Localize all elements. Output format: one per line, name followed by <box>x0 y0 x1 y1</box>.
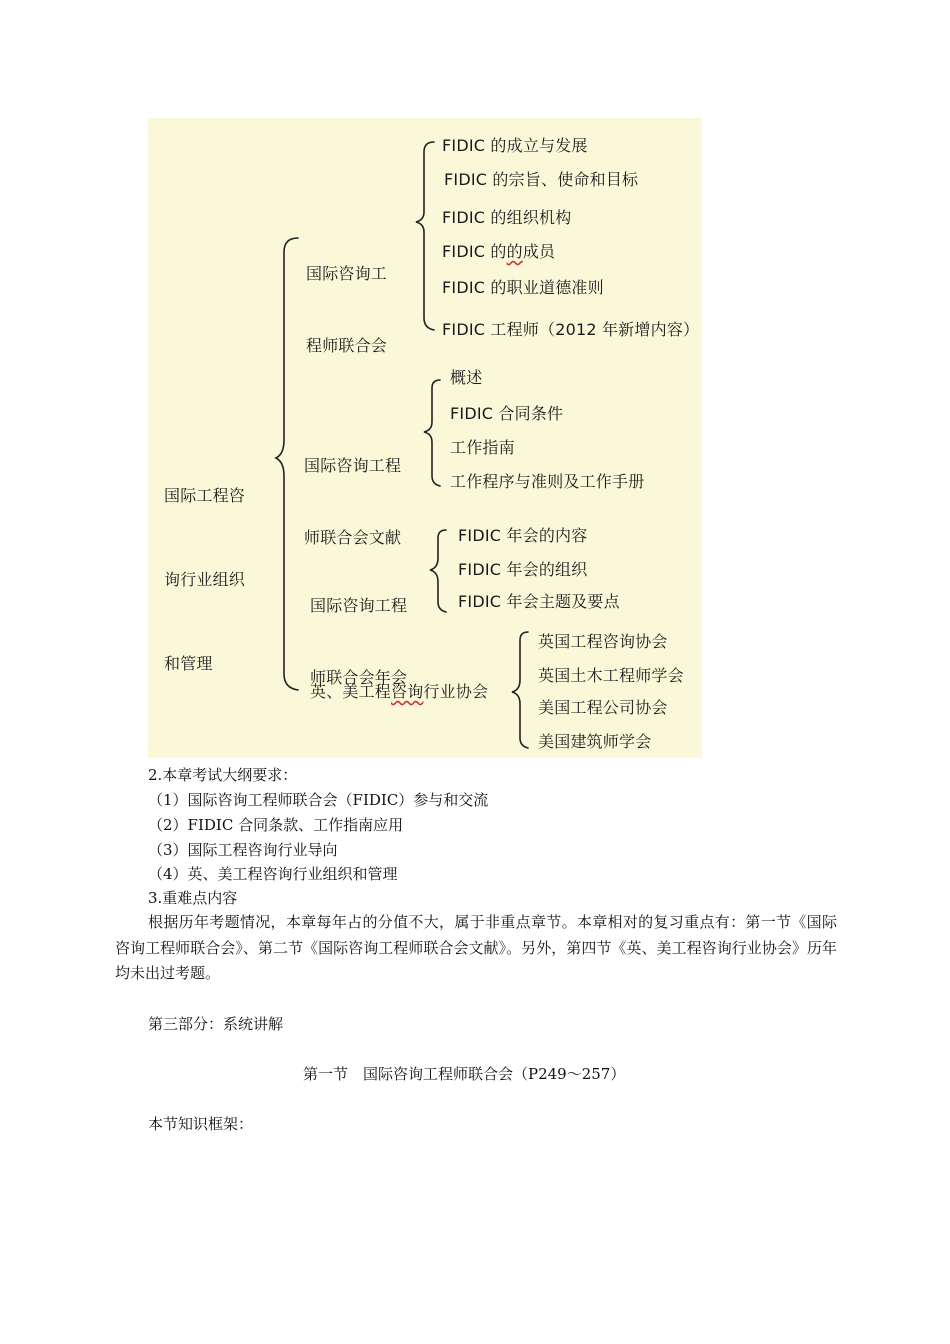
outline-heading: 2.本章考试大纲要求： <box>148 766 298 784</box>
branch3-item: FIDIC 年会的内容 <box>458 526 588 545</box>
branch-brace-1 <box>416 142 434 330</box>
branch-title-line: 师联合会文献 <box>304 528 402 547</box>
branch2-item: FIDIC 合同条件 <box>450 404 564 423</box>
branch-title-3 <box>310 546 407 738</box>
branch-title-line: 国际咨询工程 <box>304 456 402 475</box>
branch2-item: 工作程序与准则及工作手册 <box>450 472 645 491</box>
branch1-item: FIDIC 的成立与发展 <box>442 136 588 155</box>
outline-item: （4）英、美工程咨询行业组织和管理 <box>148 865 398 883</box>
root-line: 和管理 <box>164 654 213 673</box>
branch-title-line: 程师联合会 <box>306 336 388 355</box>
root-node <box>164 426 245 734</box>
branch-title-line: 国际咨询工程 <box>310 596 408 615</box>
branch-title-line: 师联合会年会 <box>310 668 408 687</box>
framework-label: 本节知识框架： <box>148 1115 254 1133</box>
main-brace <box>276 238 298 690</box>
key-heading: 3.重难点内容 <box>148 889 238 907</box>
branch2-item: 工作指南 <box>450 438 515 457</box>
branch4-item: 美国工程公司协会 <box>538 698 668 717</box>
branch1-item: FIDIC 的职业道德准则 <box>442 278 604 297</box>
root-line: 国际工程咨 <box>164 486 246 505</box>
part-title: 第三部分：系统讲解 <box>148 1015 284 1033</box>
branch1-item: FIDIC 的的成员 <box>442 242 556 261</box>
outline-item: （3）国际工程咨询行业导向 <box>148 841 338 859</box>
branch-brace-3 <box>430 530 446 612</box>
branch4-item: 美国建筑师学会 <box>538 732 652 751</box>
branch2-item: 概述 <box>450 368 483 387</box>
branch-title-1 <box>306 214 387 406</box>
knowledge-framework-diagram <box>148 118 702 758</box>
branch1-item: FIDIC 的宗旨、使命和目标 <box>444 170 639 189</box>
outline-item: （2）FIDIC 合同条款、工作指南应用 <box>148 816 404 834</box>
section-title: 第一节 国际咨询工程师联合会（P249～257） <box>303 1065 626 1083</box>
key-paragraph: 根据历年考题情况，本章每年占的分值不大，属于非重点章节。本章相对的复习重点有：第一节《国际咨询工程师联合会》、第二节《国际咨询工程师联合会文献》。另外，第四节《英、美工程咨询行业协会》历年均未出过考题。 <box>115 913 837 982</box>
outline-item: （1）国际咨询工程师联合会（FIDIC）参与和交流 <box>148 791 489 809</box>
root-line: 询行业组织 <box>164 570 246 589</box>
branch4-item: 英国工程咨询协会 <box>538 632 668 651</box>
branch3-item: FIDIC 年会的组织 <box>458 560 588 579</box>
branch4-item: 英国土木工程师学会 <box>538 666 684 685</box>
branch-title-4: 英、美工程咨询行业协会 <box>310 682 489 701</box>
branch-brace-2 <box>424 380 440 486</box>
branch-title-line: 国际咨询工 <box>306 264 388 283</box>
branch3-item: FIDIC 年会主题及要点 <box>458 592 620 611</box>
branch1-item: FIDIC 的组织机构 <box>442 208 572 227</box>
branch1-item: FIDIC 工程师（2012 年新增内容） <box>442 320 700 339</box>
branch-brace-4 <box>512 632 528 748</box>
